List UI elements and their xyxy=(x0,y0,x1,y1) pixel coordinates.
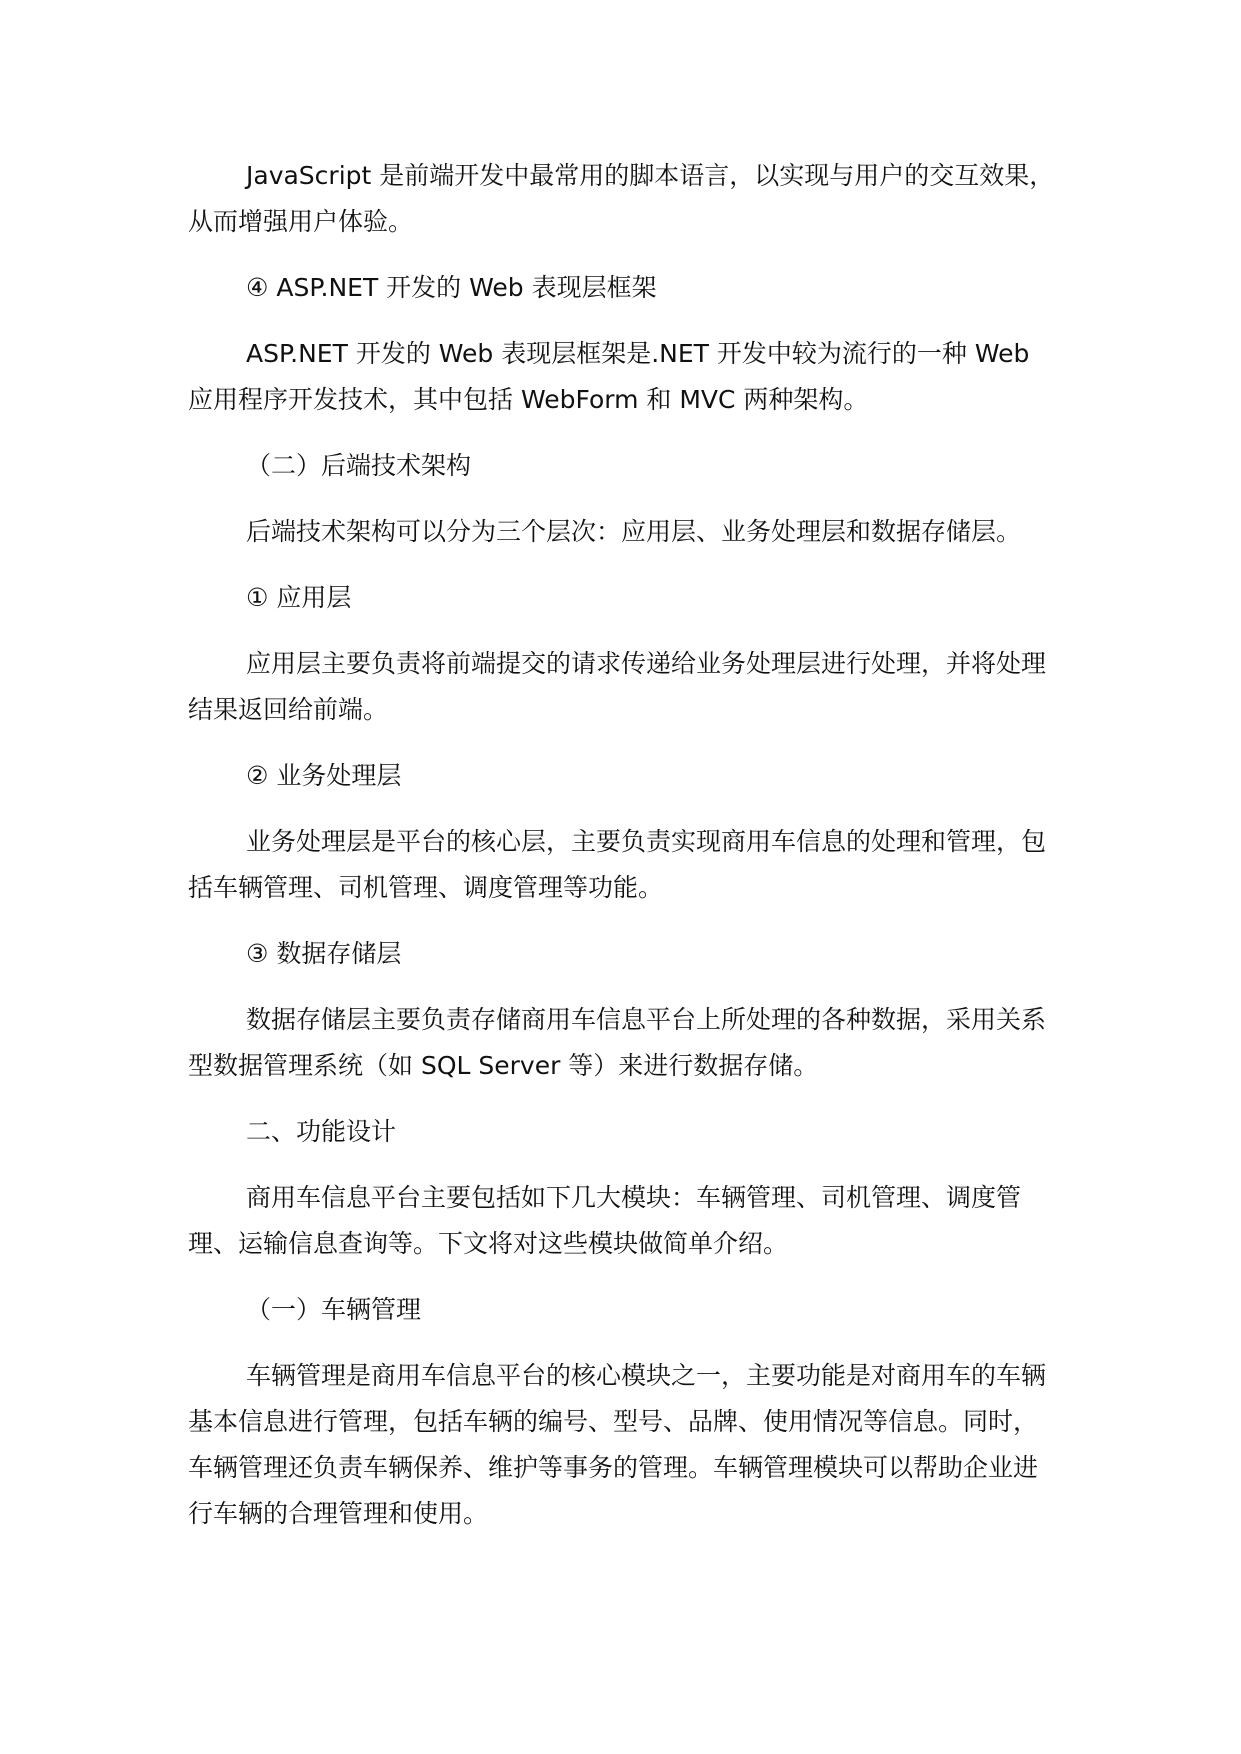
heading-function-design: 二、功能设计 xyxy=(246,1117,397,1146)
heading-application-layer: ① 应用层 xyxy=(246,583,352,612)
heading-business-layer: ② 业务处理层 xyxy=(246,761,402,790)
paragraph-vehicle-management: 车辆管理是商用车信息平台的核心模块之一，主要功能是对商用车的车辆基本信息进行管理，包括车辆的编号、型号、品牌、使用情况等信息。同时，车辆管理还负责车辆保养、维护等事务的管理。车辆管理模块可以帮助企业进行车辆的合理管理和使用。 xyxy=(188,1361,1047,1528)
paragraph-data-storage-layer: 数据存储层主要负责存储商用车信息平台上所处理的各种数据，采用关系型数据管理系统（如 SQL Server 等）来进行数据存储。 xyxy=(188,1005,1047,1080)
paragraph-backend-layers: 后端技术架构可以分为三个层次：应用层、业务处理层和数据存储层。 xyxy=(246,517,1022,546)
heading-backend-architecture: （二）后端技术架构 xyxy=(246,451,472,480)
paragraph-aspnet: ASP.NET 开发的 Web 表现层框架是.NET 开发中较为流行的一种 Web 应用程序开发技术，其中包括 WebForm 和 MVC 两种架构。 xyxy=(188,339,1030,414)
heading-data-storage-layer: ③ 数据存储层 xyxy=(246,939,402,968)
paragraph-application-layer: 应用层主要负责将前端提交的请求传递给业务处理层进行处理，并将处理结果返回给前端。 xyxy=(188,649,1047,724)
paragraph-modules: 商用车信息平台主要包括如下几大模块：车辆管理、司机管理、调度管理、运输信息查询等。下文将对这些模块做简单介绍。 xyxy=(188,1183,1022,1258)
heading-vehicle-management: （一）车辆管理 xyxy=(246,1295,422,1324)
document-body xyxy=(188,153,1058,1557)
heading-aspnet-framework: ④ ASP.NET 开发的 Web 表现层框架 xyxy=(246,273,657,302)
paragraph-business-layer: 业务处理层是平台的核心层，主要负责实现商用车信息的处理和管理，包括车辆管理、司机管理、调度管理等功能。 xyxy=(188,827,1047,902)
paragraph-javascript: JavaScript 是前端开发中最常用的脚本语言，以实现与用户的交互效果，从而增强用户体验。 xyxy=(188,161,1055,236)
